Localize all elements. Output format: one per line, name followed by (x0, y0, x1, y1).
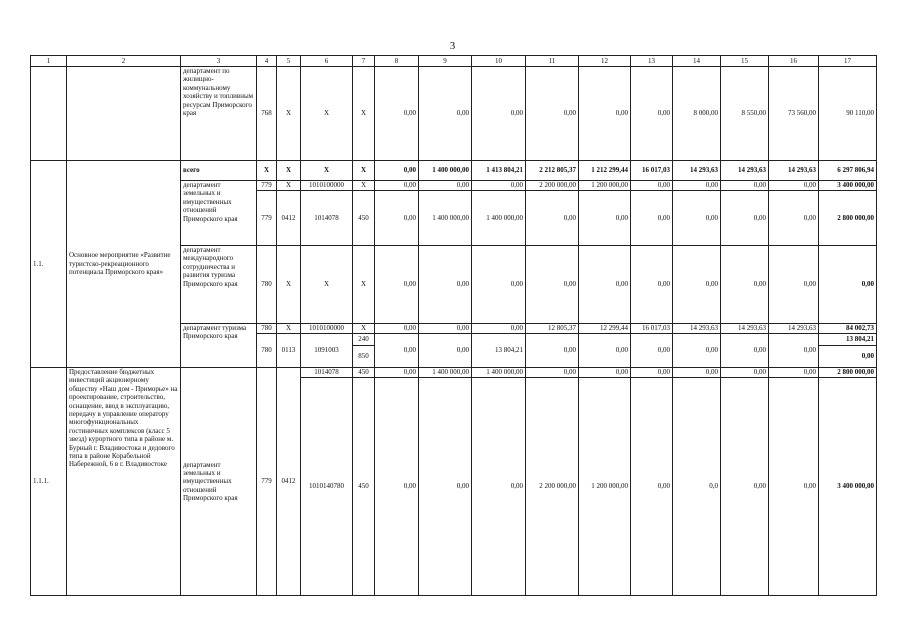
value-cell: 0,00 (472, 181, 526, 191)
header-cell: 3 (181, 56, 257, 67)
code-cell: 450 (353, 191, 375, 246)
value-cell: 1 400 000,00 (472, 191, 526, 246)
code-cell: 850 (353, 346, 375, 368)
num-cell: 1.1. (31, 161, 67, 368)
value-cell: 1 400 000,00 (419, 368, 472, 378)
value-cell: 2 800 000,00 (819, 368, 877, 378)
value-cell: 12 299,44 (579, 324, 631, 334)
code-cell: Х (277, 181, 301, 191)
name-cell (67, 67, 181, 161)
code-cell: Х (277, 246, 301, 324)
value-cell: 0,00 (579, 334, 631, 368)
value-cell: 1 400 000,00 (472, 368, 526, 378)
value-cell: 1 413 804,21 (472, 161, 526, 181)
code-cell: 779 (257, 368, 277, 596)
header-cell: 4 (257, 56, 277, 67)
value-cell: 0,00 (673, 368, 721, 378)
value-cell: 0,00 (673, 191, 721, 246)
value-cell: 0,00 (631, 246, 673, 324)
code-cell: 1010100000 (301, 324, 353, 334)
header-cell: 14 (673, 56, 721, 67)
header-cell: 1 (31, 56, 67, 67)
value-cell: 8 550,00 (721, 67, 769, 161)
value-cell: 0,00 (819, 346, 877, 368)
value-cell: 0,00 (721, 368, 769, 378)
code-cell: Х (277, 324, 301, 334)
code-cell: 780 (257, 334, 277, 368)
value-cell: 1 200 000,00 (579, 378, 631, 596)
value-cell: 16 017,03 (631, 324, 673, 334)
table-row (31, 368, 877, 378)
code-cell: 450 (353, 378, 375, 596)
value-cell: 1 400 000,00 (419, 191, 472, 246)
value-cell: 2 200 000,00 (526, 378, 579, 596)
value-cell: 14 293,63 (673, 324, 721, 334)
header-cell: 16 (769, 56, 819, 67)
code-cell: 0412 (277, 368, 301, 596)
value-cell: 90 110,00 (819, 67, 877, 161)
value-cell: 0,00 (721, 246, 769, 324)
code-cell: 1014078 (301, 368, 353, 378)
value-cell: 0,00 (769, 368, 819, 378)
header-cell: 13 (631, 56, 673, 67)
value-cell: 0,00 (375, 246, 419, 324)
header-cell: 9 (419, 56, 472, 67)
value-cell: 0,00 (375, 368, 419, 378)
value-cell: 0,00 (375, 378, 419, 596)
code-cell: Х (301, 161, 353, 181)
header-row (31, 56, 877, 67)
value-cell: 84 002,73 (819, 324, 877, 334)
code-cell: 0113 (277, 334, 301, 368)
value-cell: 8 000,00 (673, 67, 721, 161)
value-cell: 0,00 (769, 246, 819, 324)
value-cell: 2 212 805,37 (526, 161, 579, 181)
value-cell: 0,00 (631, 378, 673, 596)
value-cell: 0,00 (631, 181, 673, 191)
value-cell: 0,00 (419, 378, 472, 596)
executor-cell: департамент земельных и имущественных отношений Приморского края (181, 368, 257, 596)
value-cell: 0,00 (631, 334, 673, 368)
value-cell: 0,00 (631, 368, 673, 378)
value-cell: 13 804,21 (472, 334, 526, 368)
value-cell: 14 293,63 (721, 324, 769, 334)
value-cell: 0,00 (526, 368, 579, 378)
header-cell: 6 (301, 56, 353, 67)
code-cell: 240 (353, 334, 375, 346)
executor-cell: всего (181, 161, 257, 181)
value-cell: 0,00 (721, 378, 769, 596)
name-cell: Основное мероприятие «Развитие туристско-рекреационного потенциала Приморского края» (67, 161, 181, 368)
value-cell: 0,00 (579, 67, 631, 161)
code-cell: Х (301, 67, 353, 161)
code-cell: 450 (353, 368, 375, 378)
table-row (31, 161, 877, 181)
value-cell: 0,00 (579, 191, 631, 246)
code-cell: Х (257, 161, 277, 181)
code-cell: 1010100000 (301, 181, 353, 191)
header-cell: 5 (277, 56, 301, 67)
value-cell: 0,00 (472, 378, 526, 596)
value-cell: 0,00 (472, 246, 526, 324)
code-cell: 780 (257, 324, 277, 334)
value-cell: 0,00 (769, 181, 819, 191)
value-cell: 0,00 (721, 334, 769, 368)
value-cell: 0,00 (769, 191, 819, 246)
value-cell: 0,00 (526, 67, 579, 161)
header-cell: 15 (721, 56, 769, 67)
name-cell: Предоставление бюджетных инвестиций акционерному обществу «Наш дом - Приморье» на проектирование, строительство, оснащение, ввод в эксплуатацию, передачу в управление оператору многофункциональных гостиничных комплексов (класс 5 звезд) курортного типа в районе м. Бурный г. Владивостока и дедового типа в районе Корабельной Набережной, 6 в г. Владивостоке (67, 368, 181, 596)
value-cell: 3 400 000,00 (819, 181, 877, 191)
header-cell: 12 (579, 56, 631, 67)
value-cell: 0,00 (375, 67, 419, 161)
code-cell: 780 (257, 246, 277, 324)
code-cell: 779 (257, 191, 277, 246)
header-cell: 8 (375, 56, 419, 67)
value-cell: 0,00 (579, 246, 631, 324)
value-cell: 0,00 (721, 191, 769, 246)
executor-cell: департамент земельных и имущественных отношений Приморского края (181, 181, 257, 246)
value-cell: 0,00 (375, 161, 419, 181)
code-cell: Х (353, 67, 375, 161)
value-cell: 0,00 (579, 368, 631, 378)
value-cell: 0,00 (819, 246, 877, 324)
value-cell: 0,0 (673, 378, 721, 596)
code-cell: Х (353, 181, 375, 191)
value-cell: 0,00 (673, 334, 721, 368)
value-cell: 0,00 (673, 246, 721, 324)
header-cell: 7 (353, 56, 375, 67)
value-cell: 16 017,03 (631, 161, 673, 181)
value-cell: 0,00 (419, 246, 472, 324)
value-cell: 0,00 (631, 67, 673, 161)
value-cell: 0,00 (472, 324, 526, 334)
value-cell: 0,00 (419, 334, 472, 368)
code-cell: Х (301, 246, 353, 324)
value-cell: 14 293,63 (769, 324, 819, 334)
value-cell: 73 560,00 (769, 67, 819, 161)
header-cell: 17 (819, 56, 877, 67)
value-cell: 0,00 (419, 67, 472, 161)
value-cell: 0,00 (526, 334, 579, 368)
page-number: 3 (449, 40, 456, 52)
executor-cell: департамент по жилищно-коммунальному хозяйству и топливным ресурсам Приморского края (181, 67, 257, 161)
value-cell: 2 800 000,00 (819, 191, 877, 246)
code-cell: 768 (257, 67, 277, 161)
code-cell: 1014078 (301, 191, 353, 246)
value-cell: 0,00 (526, 191, 579, 246)
num-cell (31, 67, 67, 161)
code-cell: Х (277, 161, 301, 181)
value-cell: 0,00 (419, 324, 472, 334)
value-cell: 0,00 (526, 246, 579, 324)
code-cell: 1010140780 (301, 378, 353, 596)
executor-cell: департамент туризма Приморского края (181, 324, 257, 368)
value-cell: 3 400 000,00 (819, 378, 877, 596)
value-cell: 0,00 (375, 334, 419, 368)
table-row (31, 67, 877, 161)
value-cell: 1 212 299,44 (579, 161, 631, 181)
code-cell: 779 (257, 181, 277, 191)
value-cell: 1 400 000,00 (419, 161, 472, 181)
code-cell: Х (353, 246, 375, 324)
value-cell: 0,00 (375, 181, 419, 191)
header-cell: 2 (67, 56, 181, 67)
code-cell: Х (353, 324, 375, 334)
value-cell: 13 804,21 (819, 334, 877, 346)
value-cell: 14 293,63 (769, 161, 819, 181)
value-cell: 6 297 806,94 (819, 161, 877, 181)
code-cell: 0412 (277, 191, 301, 246)
value-cell: 14 293,63 (673, 161, 721, 181)
value-cell: 0,00 (631, 191, 673, 246)
value-cell: 12 805,37 (526, 324, 579, 334)
budget-table (30, 55, 877, 596)
executor-cell: департамент международного сотрудничества и развития туризма Приморского края (181, 246, 257, 324)
code-cell: Х (277, 67, 301, 161)
value-cell: 0,00 (375, 191, 419, 246)
value-cell: 0,00 (375, 324, 419, 334)
value-cell: 1 200 000,00 (579, 181, 631, 191)
value-cell: 0,00 (721, 181, 769, 191)
header-cell: 11 (526, 56, 579, 67)
value-cell: 0,00 (769, 378, 819, 596)
value-cell: 0,00 (472, 67, 526, 161)
value-cell: 14 293,63 (721, 161, 769, 181)
num-cell: 1.1.1. (31, 368, 67, 596)
code-cell: Х (353, 161, 375, 181)
value-cell: 0,00 (769, 334, 819, 368)
header-cell: 10 (472, 56, 526, 67)
code-cell: 1091003 (301, 334, 353, 368)
value-cell: 0,00 (419, 181, 472, 191)
value-cell: 2 200 000,00 (526, 181, 579, 191)
value-cell: 0,00 (673, 181, 721, 191)
